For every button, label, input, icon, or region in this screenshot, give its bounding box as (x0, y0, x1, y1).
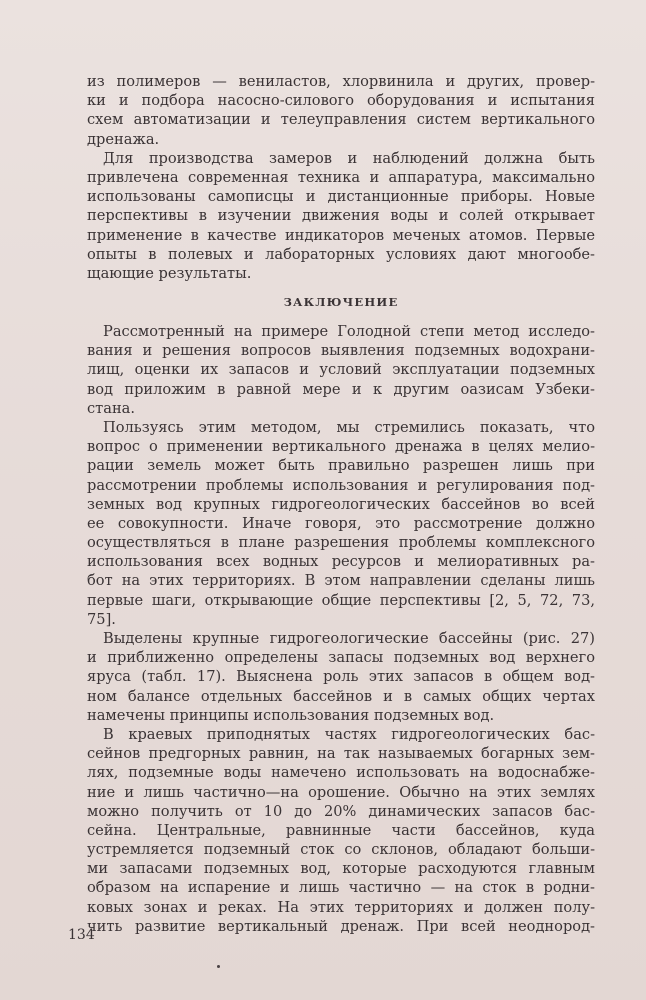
text-line: ми запасами подземных вод, которые расходуются главным (87, 860, 595, 878)
text-line: сейна. Центральные, равнинные части бассейнов, куда (87, 821, 595, 839)
text-line: ее совокупности. Иначе говоря, это рассмотрение должно (87, 514, 595, 532)
text-line: вод приложим в равной мере и к другим оазисам Узбеки- (87, 380, 595, 398)
text-line: ном балансе отдельных бассейнов и в самых общих чертах (87, 687, 595, 705)
text-line: Пользуясь этим методом, мы стремились показать, что (103, 418, 595, 436)
text-line: земных вод крупных гидрогеологических бассейнов во всей (87, 495, 595, 513)
text-line: Рассмотренный на примере Голодной степи метод исследо- (103, 323, 595, 340)
text-line: вания и решения вопросов выявления подземных водохрани- (87, 342, 595, 360)
text-line: образом на испарение и лишь частично — на сток в родни- (87, 879, 595, 897)
text-line: лищ, оценки их запасов и условий эксплуатации подземных (87, 361, 595, 379)
text-line: опыты в полевых и лабораторных условиях дают многообе- (87, 245, 595, 263)
text-line: использованы самописцы и дистанционные приборы. Новые (87, 188, 595, 206)
text-line: ки и подбора насосно-силового оборудования и испытания (87, 92, 595, 110)
intro-paragraphs (87, 72, 595, 283)
text-line: ние и лишь частично—на орошение. Обычно на этих землях (87, 783, 595, 801)
text-line: В краевых приподнятых частях гидрогеологических бас- (103, 725, 595, 743)
print-speck (217, 965, 220, 968)
text-line: рации земель может быть правильно разрешен лишь при (87, 457, 595, 475)
text-line: Выделены крупные гидрогеологические бассейны (рис. 27) (103, 630, 595, 647)
text-line: яруса (табл. 17). Выяснена роль этих запасов в общем вод- (87, 668, 595, 686)
text-line: бот на этих территориях. В этом направлении сделаны лишь (87, 572, 595, 590)
text-line: чить развитие вертикальный дренаж. При всей неоднород- (87, 917, 595, 935)
conclusion-paragraphs (87, 322, 595, 936)
text-line: использования всех водных ресурсов и мелиоративных ра- (87, 553, 595, 571)
page-number: 134 (68, 927, 95, 943)
text-line: вопрос о применении вертикального дренажа в целях мелио- (87, 438, 595, 456)
text-line: лях, подземные воды намечено использовать на водоснабже- (87, 764, 595, 782)
text-line: сейнов предгорных равнин, на так называемых богарных зем- (87, 745, 595, 763)
text-line: осуществляться в плане разрешения проблемы комплексного (87, 534, 595, 552)
text-line: привлечена современная техника и аппаратура, максимально (87, 168, 595, 186)
text-line: и приближенно определены запасы подземных вод верхнего (87, 649, 595, 667)
text-line: из полимеров — вениластов, хлорвинила и других, провер- (87, 73, 595, 90)
text-line: можно получить от 10 до 20% динамических запасов бас- (87, 802, 595, 820)
text-line: щающие результаты. (87, 264, 252, 282)
text-line: дренажа. (87, 130, 160, 148)
text-line: намечены принципы использования подземных вод. (87, 706, 495, 724)
text-line: первые шаги, открывающие общие перспективы [2, 5, 72, 73, (87, 591, 595, 609)
text-line: применение в качестве индикаторов меченых атомов. Первые (87, 226, 595, 244)
text-line: 75]. (87, 610, 116, 628)
text-line: стана. (87, 399, 136, 417)
text-line: перспективы в изучении движения воды и солей открывает (87, 207, 595, 225)
text-line: рассмотрении проблемы использования и регулирования под- (87, 476, 595, 494)
text-line: схем автоматизации и телеуправления систем вертикального (87, 111, 595, 129)
section-heading: ЗАКЛЮЧЕНИЕ (283, 295, 399, 309)
text-line: ковых зонах и реках. На этих территориях и должен полу- (87, 898, 595, 916)
text-line: Для производства замеров и наблюдений должна быть (103, 149, 595, 167)
text-line: устремляется подземный сток со склонов, обладают больши- (87, 841, 595, 859)
